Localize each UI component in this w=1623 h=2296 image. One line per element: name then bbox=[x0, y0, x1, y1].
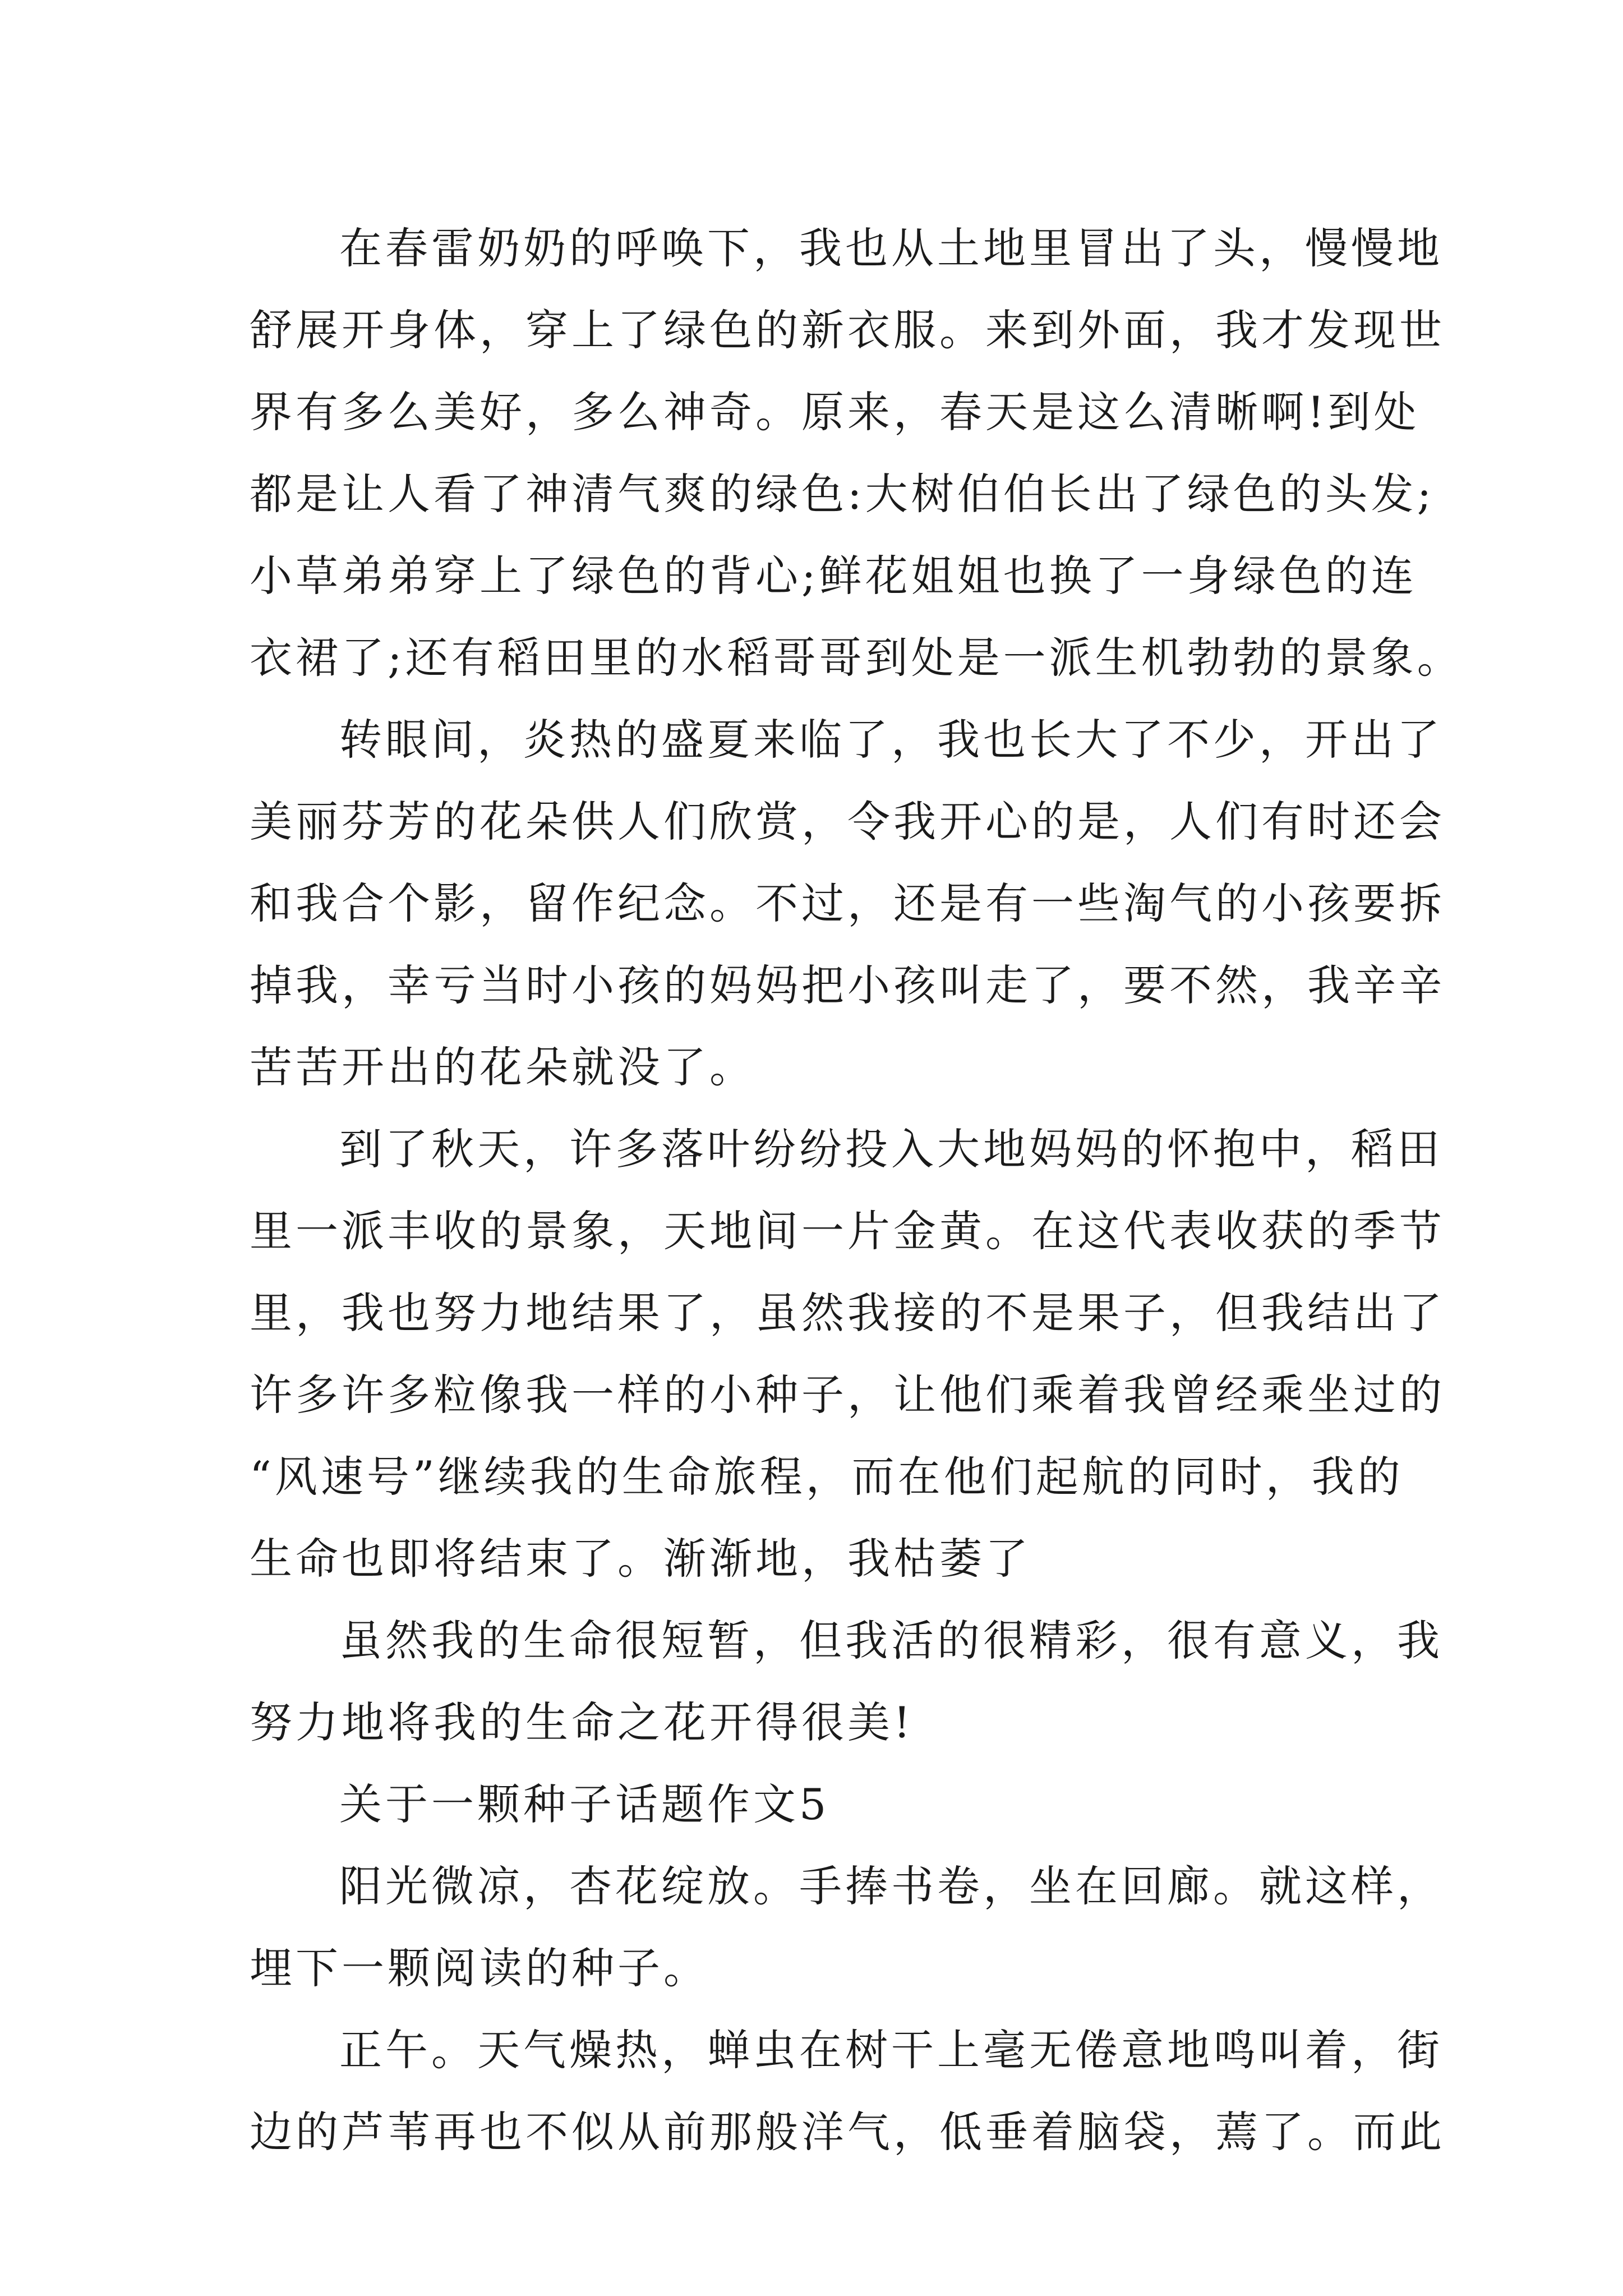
text-line: 在春雷奶奶的呼唤下，我也从土地里冒出了头，慢慢地 bbox=[339, 223, 1443, 273]
text-line: 到了秋天，许多落叶纷纷投入大地妈妈的怀抱中，稻田 bbox=[339, 1124, 1443, 1174]
text-line: 努力地将我的生命之花开得很美! bbox=[250, 1697, 914, 1747]
text-line: 都是让人看了神清气爽的绿色:大树伯伯长出了绿色的头发; bbox=[250, 469, 1435, 519]
document-body bbox=[250, 208, 1463, 2173]
text-line: 和我合个影，留作纪念。不过，还是有一些淘气的小孩要拆 bbox=[250, 878, 1445, 928]
section-heading: 关于一颗种子话题作文5 bbox=[339, 1779, 830, 1829]
text-line: 舒展开身体，穿上了绿色的新衣服。来到外面，我才发现世 bbox=[250, 305, 1445, 355]
text-line: 小草弟弟穿上了绿色的背心;鲜花姐姐也换了一身绿色的连 bbox=[250, 551, 1417, 601]
text-line: 转眼间，炎热的盛夏来临了，我也长大了不少，开出了 bbox=[339, 715, 1443, 765]
text-line: 苦苦开出的花朵就没了。 bbox=[250, 1042, 755, 1092]
text-line: 界有多么美好，多么神奇。原来，春天是这么清晰啊!到处 bbox=[250, 387, 1420, 437]
text-line: 美丽芬芳的花朵供人们欣赏，令我开心的是，人们有时还会 bbox=[250, 797, 1445, 846]
text-line: 阳光微凉，杏花绽放。手捧书卷，坐在回廊。就这样， bbox=[339, 1861, 1443, 1911]
text-line: 边的芦苇再也不似从前那般洋气，低垂着脑袋，蔫了。而此 bbox=[250, 2107, 1445, 2157]
text-line: 虽然我的生命很短暂，但我活的很精彩，很有意义，我 bbox=[339, 1616, 1443, 1665]
text-line: 里一派丰收的景象，天地间一片金黄。在这代表收获的季节 bbox=[250, 1206, 1445, 1256]
text-line: 正午。天气燥热，蝉虫在树干上毫无倦意地鸣叫着，街 bbox=[339, 2025, 1443, 2075]
text-line: “风速号”继续我的生命旅程，而在他们起航的同时，我的 bbox=[250, 1452, 1404, 1502]
text-line: 生命也即将结束了。渐渐地，我枯萎了 bbox=[250, 1534, 1031, 1584]
text-line: 掉我，幸亏当时小孩的妈妈把小孩叫走了，要不然，我辛辛 bbox=[250, 960, 1445, 1010]
text-line: 埋下一颗阅读的种子。 bbox=[250, 1943, 709, 1993]
text-line: 里，我也努力地结果了，虽然我接的不是果子，但我结出了 bbox=[250, 1288, 1445, 1338]
text-line: 许多许多粒像我一样的小种子，让他们乘着我曾经乘坐过的 bbox=[250, 1370, 1445, 1420]
text-line: 衣裙了;还有稻田里的水稻哥哥到处是一派生机勃勃的景象。 bbox=[250, 633, 1463, 683]
